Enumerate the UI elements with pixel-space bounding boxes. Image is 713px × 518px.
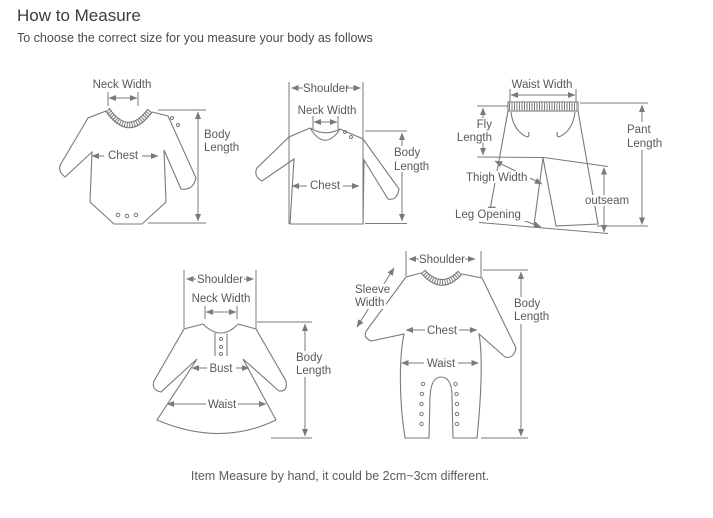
romper-chest-dimension (406, 325, 477, 337)
dress-neckline (203, 324, 238, 333)
bodysuit-body-length-label-line2: Length (204, 142, 240, 154)
romper-shoulder-label: Shoulder (418, 254, 466, 266)
dress-body-length-label-line1: Body (296, 352, 323, 364)
pants-thigh-width-label: Thigh Width (466, 172, 528, 184)
pants-leg-opening-label: Leg Opening (455, 209, 521, 221)
pants-left-pocket (511, 112, 529, 137)
page-title: How to Measure (17, 6, 141, 25)
romper-collar-inner (425, 271, 458, 280)
romper-body-length-label-line2: Length (514, 311, 550, 323)
dress-shoulder-dimension (187, 274, 254, 286)
sweater-shoulder-label: Shoulder (302, 83, 350, 95)
dress-neck-width-label: Neck Width (191, 293, 251, 305)
sweater-diagram (256, 82, 433, 224)
pants-outseam-dimension (583, 168, 632, 233)
sweater-neck-width-label: Neck Width (297, 105, 357, 117)
pants-outseam-label: outseam (585, 195, 630, 207)
bodysuit-diagram (60, 79, 241, 224)
romper-body-length-dimension (481, 270, 552, 438)
pants-waist-width-dimension (510, 79, 576, 102)
sweater-body-length-label-line2: Length (394, 161, 430, 173)
bodysuit-body-length-label-line1: Body (204, 129, 231, 141)
dress-bust-label: Bust (209, 363, 233, 375)
romper-sleeve-width-label-line1: Sleeve (355, 284, 391, 296)
bodysuit-crotch-snaps (116, 213, 138, 218)
bodysuit-chest-dimension (92, 150, 158, 162)
sweater-neck-width-dimension (298, 105, 357, 129)
romper-waist-label: Waist (426, 358, 456, 370)
pants-fly-length-dimension (457, 108, 493, 155)
pants-fly-length-label-line1: Fly (476, 119, 492, 131)
pants-waist-width-label: Waist Width (511, 79, 573, 91)
page-subtitle: To choose the correct size for you measure your body as follows (17, 31, 373, 45)
sweater-shoulder-dimension (292, 83, 361, 95)
sweater-chest-dimension (292, 180, 359, 192)
pants-diagram (453, 79, 672, 234)
romper-shoulder-dimension (409, 254, 475, 266)
pants-pant-length-label-line2: Length (627, 138, 663, 150)
sweater-outline (256, 128, 399, 224)
dress-bust-dimension (192, 363, 249, 375)
pants-thigh-width-dimension (464, 161, 542, 184)
romper-chest-label: Chest (426, 325, 458, 337)
pants-right-pocket (557, 112, 575, 137)
romper-sleeve-width-dimension (352, 268, 394, 327)
romper-waist-dimension (402, 358, 479, 370)
pants-inner-legs (534, 111, 598, 226)
bodysuit-neck-width-label: Neck Width (92, 79, 152, 91)
bodysuit-collar-ribbing (108, 110, 151, 125)
romper-diagram (352, 251, 552, 438)
sweater-collar-inner (310, 128, 340, 133)
romper-sleeve-width-label-line2: Width (355, 297, 385, 309)
dress-body-length-dimension (257, 322, 334, 438)
sweater-body-length-label-line1: Body (394, 147, 421, 159)
bodysuit-collar-inner (109, 108, 148, 122)
dress-waist-label: Waist (207, 399, 237, 411)
dress-body-length-label-line2: Length (296, 365, 332, 377)
sweater-chest-label: Chest (309, 180, 341, 192)
dress-neck-width-dimension (192, 293, 251, 319)
romper-body-length-label-line1: Body (514, 298, 541, 310)
bodysuit-neck-width-dimension (93, 79, 152, 106)
measure-disclaimer: Item Measure by hand, it could be 2cm~3cm different. (190, 469, 490, 483)
dress-waist-dimension (167, 399, 266, 411)
pants-pant-length-label-line1: Pant (627, 124, 651, 136)
pants-fly-length-label-line2: Length (456, 132, 492, 144)
dress-buttons (220, 338, 223, 356)
dress-diagram (153, 270, 334, 438)
dress-shoulder-label: Shoulder (196, 274, 244, 286)
romper-outline (365, 273, 516, 438)
bodysuit-chest-label: Chest (107, 150, 139, 162)
